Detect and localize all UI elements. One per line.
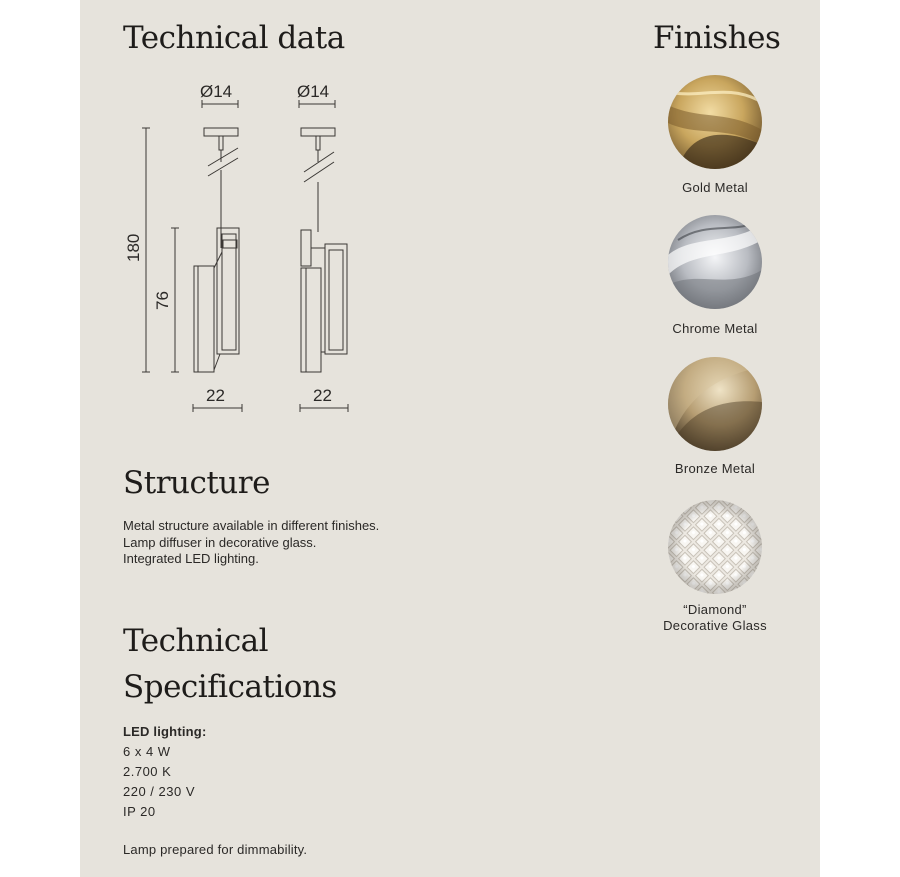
- chrome-metal-label: Chrome Metal: [672, 321, 758, 336]
- technical-drawing: [80, 0, 410, 420]
- diameter-label-right: Ø14: [297, 82, 330, 101]
- technical-specifications-heading-line1: Technical: [123, 623, 269, 659]
- structure-line: Integrated LED lighting.: [123, 551, 259, 566]
- structure-heading: Structure: [123, 465, 270, 501]
- diamond-glass-label: [640, 602, 790, 634]
- led-lighting-label: LED lighting:: [123, 724, 207, 739]
- diameter-label-left: Ø14: [200, 82, 233, 101]
- specs-list: [123, 722, 206, 822]
- gold-metal-label: Gold Metal: [682, 180, 748, 195]
- diamond-glass-label-line1: “Diamond”: [683, 602, 747, 617]
- structure-line: Metal structure available in different finishes.: [123, 518, 380, 533]
- dimmability-note: Lamp prepared for dimmability.: [123, 842, 308, 857]
- bronze-metal-label: Bronze Metal: [674, 461, 756, 476]
- diamond-glass-swatch: [668, 500, 762, 594]
- body-height-label: 76: [153, 291, 172, 310]
- color-temperature-value: 2.700 K: [123, 764, 172, 779]
- width-label-left: 22: [206, 386, 225, 405]
- gold-metal-swatch: [668, 75, 762, 169]
- technical-data-heading: Technical data: [123, 20, 345, 56]
- structure-line: Lamp diffuser in decorative glass.: [123, 534, 317, 550]
- technical-specifications-heading: [123, 618, 337, 710]
- total-height-label: 180: [124, 233, 143, 262]
- voltage-value: 220 / 230 V: [123, 784, 195, 799]
- finishes-heading: Finishes: [653, 20, 781, 56]
- diamond-glass-label-line2: Decorative Glass: [663, 618, 767, 633]
- chrome-metal-swatch: [668, 215, 762, 309]
- spec-sheet: [80, 0, 820, 877]
- power-value: 6 x 4 W: [123, 744, 171, 759]
- width-label-right: 22: [313, 386, 332, 405]
- structure-description: [123, 518, 379, 568]
- ip-rating-value: IP 20: [123, 804, 156, 819]
- technical-specifications-heading-line2: Specifications: [123, 669, 337, 705]
- bronze-metal-swatch: [668, 357, 762, 451]
